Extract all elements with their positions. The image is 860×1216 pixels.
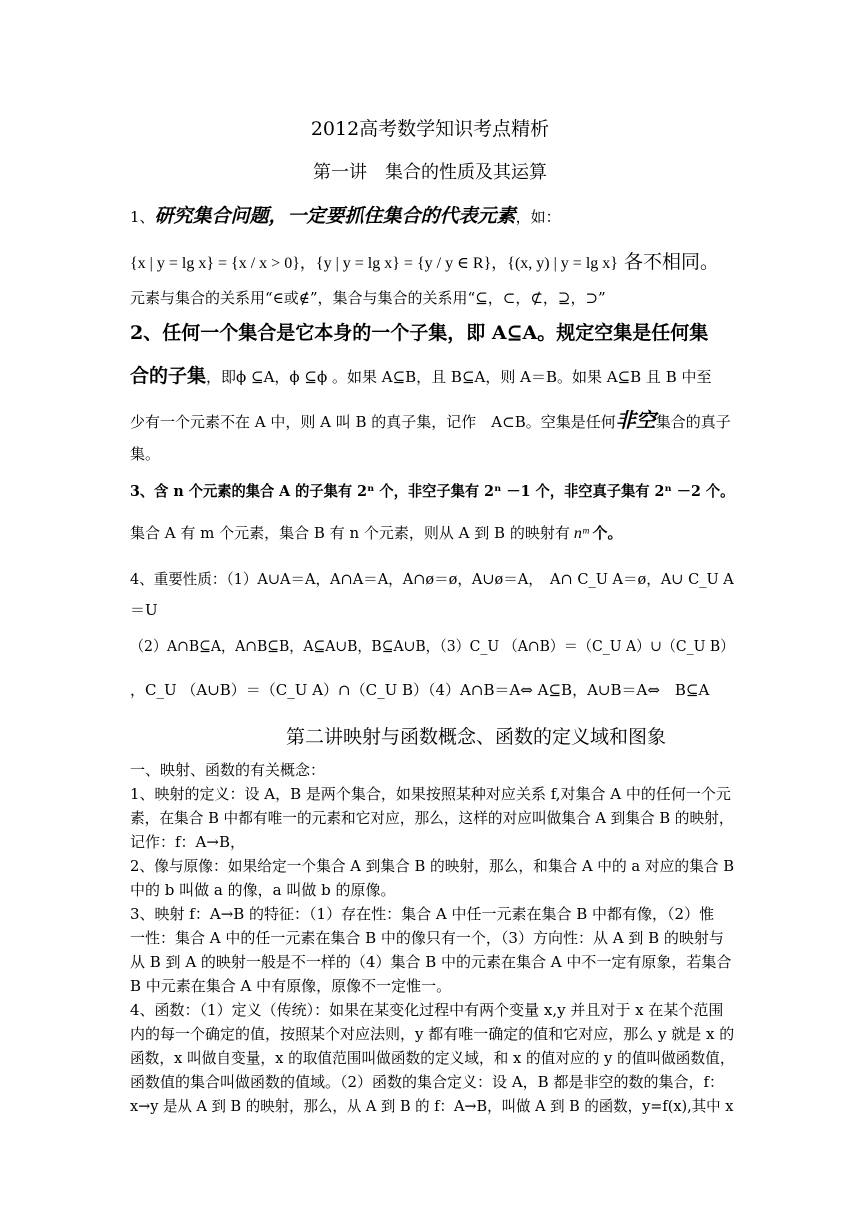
body-line: 1、映射的定义：设 A，B 是两个集合，如果按照某种对应关系 f,对集合 A 中的任何一个元 xyxy=(130,785,731,803)
paragraph-2-line-4: 集。 xyxy=(130,445,161,463)
body-line: B 中元素在集合 A 中有原像，原像不一定惟一。 xyxy=(130,977,452,995)
document-title: 2012高考数学知识考点精析 xyxy=(310,118,550,140)
body-line: 一性：集合 A 中的任一元素在集合 B 中的像只有一个，（3）方向性：从 A 到 B 的映射与 xyxy=(130,929,724,947)
set-notation: {x | y = lg x} = {x / x > 0}，{y | y = lg x} = {y / y ∈ R}，{(x, y) | y = lg x} xyxy=(130,255,618,272)
body-line: 内的每一个确定的值，按照某个对应法则，y 都有唯一确定的值和它对应，那么 y 就是 x 的 xyxy=(130,1025,735,1043)
paragraph-4-line-1: 4、重要性质：（1）A∪A＝A，A∩A＝A，A∩ø＝ø，A∪ø＝A， A∩ C_U A＝ø，A∪ C_U A xyxy=(130,570,734,588)
paragraph-2-line-2: 合的子集，即ϕ ⊆A，ϕ ⊆ϕ 。如果 A⊆B，且 B⊆A，则 A＝B。如果 A⊆B 且 B 中至 xyxy=(130,365,712,387)
paragraph-4-line-2: ＝U xyxy=(130,601,158,619)
body-line: 4、函数：（1）定义（传统）：如果在某变化过程中有两个变量 x,y 并且对于 x 在某个范围 xyxy=(130,1001,724,1019)
paragraph-3-line-2: 集合 A 有 m 个元素，集合 B 有 n 个元素，则从 A 到 B 的映射有 nᵐ 个。 xyxy=(130,524,623,542)
body-line: 2、像与原像：如果给定一个集合 A 到集合 B 的映射，那么，和集合 A 中的 a 对应的集合 B xyxy=(130,857,735,875)
body-line: 函数值的集合叫做函数的值域。（2）函数的集合定义：设 A，B 都是非空的数的集合，f： xyxy=(130,1073,724,1091)
body-line: 记作：f：A→B， xyxy=(130,833,245,851)
set-examples: {x | y = lg x} = {x / x > 0}，{y | y = lg x} = {y / y ∈ R}，{(x, y) | y = lg x} 各不相同。 xyxy=(130,251,719,273)
body-line: 从 B 到 A 的映射一般是不一样的（4）集合 B 中的元素在集合 A 中不一定有原象，若集合 xyxy=(130,953,732,971)
body-line: x→y 是从 A 到 B 的映射，那么，从 A 到 B 的 f：A→B，叫做 A 到 B 的函数，y=f(x),其中 x xyxy=(130,1097,734,1115)
lecture-2-heading: 第二讲映射与函数概念、函数的定义域和图象 xyxy=(286,726,667,748)
paragraph-2-line-1: 2、任何一个集合是它本身的一个子集，即 A⊆A。规定空集是任何集 xyxy=(130,322,709,344)
paragraph-4-line-3: （2）A∩B⊆A，A∩B⊆B，A⊆A∪B，B⊆A∪B，（3）C_U （A∩B）＝（C_U A）∪（C_U B） xyxy=(130,637,735,655)
body-line: 素，在集合 B 中都有唯一的元素和它对应，那么，这样的对应叫做集合 A 到集合 B 的映射， xyxy=(130,809,734,827)
body-line: 中的 b 叫做 a 的像，a 叫做 b 的原像。 xyxy=(130,881,396,899)
key-point-text: 研究集合问题，一定要抓住集合的代表元素 xyxy=(154,205,516,227)
paragraph-4-line-4: ，C_U （A∪B）＝（C_U A）∩（C_U B）（4）A∩B＝A⇔ A⊆B，A∪B＝A⇔ B⊆A xyxy=(130,681,710,699)
paragraph-3-line-1: 3、含 n 个元素的集合 A 的子集有 2ⁿ 个，非空子集有 2ⁿ －1 个，非空真子集有 2ⁿ －2 个。 xyxy=(130,482,735,500)
lecture-1-heading: 第一讲 集合的性质及其运算 xyxy=(313,162,547,183)
body-line: 函数，x 叫做自变量，x 的取值范围叫做函数的定义域，和 x 的值对应的 y 的值叫做函数值， xyxy=(130,1049,735,1067)
paragraph-1: 1、研究集合问题，一定要抓住集合的代表元素，如： xyxy=(130,205,561,227)
section-1-heading: 一、映射、函数的有关概念： xyxy=(130,761,326,779)
relation-symbols: 元素与集合的关系用“∈或∉”，集合与集合的关系用“⊆，⊂，⊄，⊇，⊃” xyxy=(130,289,606,307)
paragraph-2-line-3: 少有一个元素不在 A 中，则 A 叫 B 的真子集，记作 A⊂B。空集是任何非空集合的真子 xyxy=(130,408,731,432)
body-line: 3、映射 f：A→B 的特征：（1）存在性：集合 A 中任一元素在集合 B 中都有像，（2）惟 xyxy=(130,905,715,923)
